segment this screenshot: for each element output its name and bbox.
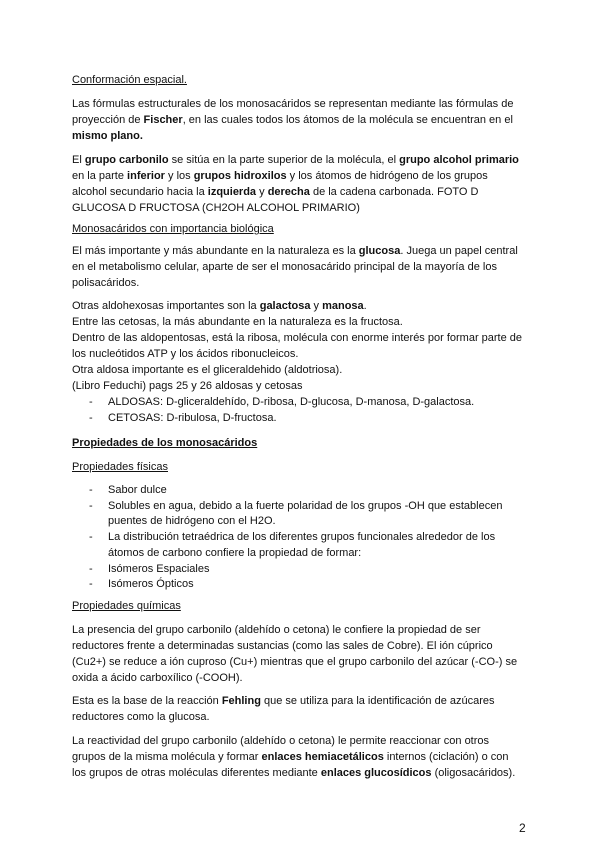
text-segment: (Libro Feduchi) pags 25 y 26 aldosas y cetosas: [72, 380, 303, 392]
text-segment: . Juega un papel central: [400, 245, 518, 257]
text-segment: El más importante y más abundante en la naturaleza es la: [72, 245, 359, 257]
bold-text: Propiedades de los monosacáridos: [72, 437, 258, 449]
list-item-line: [72, 546, 502, 562]
text-segment: CETOSAS: D-ribulosa, D-fructosa.: [108, 412, 277, 424]
text-segment: alcohol secundario hacia la: [72, 186, 208, 198]
text-segment: y: [256, 186, 268, 198]
text-line: [72, 670, 517, 686]
list-bullet: -: [89, 412, 93, 424]
text-segment: reductores frente a determinadas sustancias (como las sales de Cobre). El ión cúprico: [72, 640, 493, 652]
text-segment: en el metabolismo celular, aparte de ser el monosacárido principal de la mayoría de los: [72, 261, 497, 273]
text-segment: Solubles en agua, debido a la fuerte polaridad de los grupos -OH que establecen: [108, 499, 503, 512]
text-line: [72, 765, 515, 781]
bold-text: izquierda: [207, 186, 257, 198]
text-line: [72, 749, 515, 765]
text-segment: La reactividad del grupo carbonilo (aldehído o cetona) le permite reaccionar con otros: [72, 735, 490, 747]
section-heading-conformacion: [72, 72, 187, 88]
text-segment: que se utiliza para la identificación de azúcares: [260, 695, 495, 707]
list-item-line: [72, 394, 474, 410]
bold-text: Fischer: [143, 114, 183, 126]
text-segment: (oligosacáridos).: [431, 767, 516, 779]
text-segment: reductores como la glucosa.: [72, 711, 210, 723]
paragraph-grupo-carbonilo: [72, 152, 519, 216]
paragraph-otras-aldohexosas: [72, 298, 522, 394]
paragraph-glucosa: [72, 243, 518, 291]
text-segment: Isómeros Ópticos: [108, 578, 194, 591]
text-segment: Las fórmulas estructurales de los monosacáridos se representan mediante las fórmulas de: [72, 98, 514, 110]
list-bullet: -: [89, 499, 93, 512]
text-segment: La presencia del grupo carbonilo (aldehído o cetona) le confiere la propiedad de ser: [72, 624, 481, 636]
text-line: [72, 709, 495, 725]
list-item-line: [72, 514, 502, 530]
text-segment: , en las cuales todos los átomos de la molécula se encuentran en el: [182, 114, 513, 126]
text-segment: polisacáridos.: [72, 277, 140, 289]
list-aldosas-cetosas: [72, 394, 474, 426]
text-segment: los nucleótidos ATP y los ácidos ribonucleicos.: [72, 348, 299, 360]
subheading-propiedades-quimicas: [72, 598, 181, 614]
text-segment: La distribución tetraédrica de los diferentes grupos funcionales alrededor de los: [108, 531, 496, 544]
list-bullet: -: [89, 531, 93, 544]
text-segment: (Cu2+) se reduce a ión cuproso (Cu+) mientras que el grupo carbonilo del azúcar (-CO-) se: [72, 656, 518, 668]
text-segment: grupos de la misma molécula y formar: [72, 751, 262, 763]
text-segment: Propiedades físicas: [72, 461, 168, 473]
bold-text: mismo plano.: [72, 130, 143, 142]
text-line: [72, 275, 518, 291]
list-bullet: -: [89, 396, 93, 408]
page-number: 2: [519, 821, 526, 835]
list-item-line: [72, 410, 474, 426]
paragraph-fischer: [72, 96, 513, 144]
text-segment: Dentro de las aldopentosas, está la ribosa, molécula con enorme interés por formar parte de: [72, 332, 523, 344]
list-item-line: [72, 499, 502, 515]
paragraph-fehling: [72, 693, 495, 725]
bold-text: inferior: [127, 170, 165, 182]
section-heading-propiedades: [72, 435, 257, 451]
text-line: [72, 622, 517, 638]
text-segment: Conformación espacial.: [72, 74, 187, 86]
text-segment: en la parte: [72, 170, 128, 182]
text-segment: se sitúa en la parte superior de la molécula, el: [168, 154, 400, 166]
text-line: [72, 330, 522, 346]
text-line: [72, 112, 513, 128]
bold-text: grupo alcohol primario: [399, 154, 519, 166]
text-line: [72, 128, 513, 144]
text-segment: Esta es la base de la reacción: [72, 695, 222, 707]
bold-text: enlaces glucosídicos: [320, 767, 432, 779]
text-segment: y los: [164, 170, 194, 182]
text-line: [72, 314, 522, 330]
text-line: [72, 243, 518, 259]
text-segment: GLUCOSA D FRUCTOSA (CH2OH ALCOHOL PRIMARIO): [72, 202, 360, 214]
list-bullet: -: [89, 484, 93, 496]
text-line: [72, 598, 181, 614]
bold-text: galactosa: [259, 300, 311, 312]
text-segment: ALDOSAS: D-gliceraldehído, D-ribosa, D-glucosa, D-manosa, D-galactosa.: [108, 396, 475, 408]
bold-text: enlaces hemiacetálicos: [261, 751, 384, 763]
list-item-line: [72, 577, 502, 593]
bold-text: derecha: [267, 186, 310, 198]
text-segment: El: [72, 154, 85, 166]
text-line: [72, 72, 187, 88]
bold-text: manosa: [322, 300, 364, 312]
text-line: [72, 200, 519, 216]
text-segment: Otras aldohexosas importantes son la: [72, 300, 260, 312]
text-line: [72, 435, 257, 451]
text-line: [72, 298, 522, 314]
text-segment: átomos de carbono confiere la propiedad de formar:: [108, 546, 362, 559]
paragraph-reactividad: [72, 733, 515, 781]
text-line: [72, 259, 518, 275]
list-propiedades-fisicas: [72, 483, 502, 593]
text-line: [72, 733, 515, 749]
list-item-line: [72, 483, 502, 499]
text-segment: y: [310, 300, 323, 312]
text-line: [72, 654, 517, 670]
section-heading-monosacaridos: [72, 221, 274, 237]
bold-text: grupo carbonilo: [84, 154, 169, 166]
text-segment: puentes de hidrógeno con el H2O.: [108, 515, 276, 528]
text-line: [72, 693, 495, 709]
text-line: [72, 459, 168, 475]
subheading-propiedades-fisicas: [72, 459, 168, 475]
text-line: [72, 221, 274, 237]
text-segment: .: [363, 300, 367, 312]
text-segment: Propiedades químicas: [72, 600, 181, 612]
text-segment: y los átomos de hidrógeno de los grupos: [286, 170, 488, 182]
text-line: [72, 346, 522, 362]
list-bullet: -: [89, 578, 93, 591]
text-line: [72, 96, 513, 112]
text-line: [72, 152, 519, 168]
text-segment: oxida a ácido carboxílico (-COOH).: [72, 672, 243, 684]
text-line: [72, 378, 522, 394]
text-segment: internos (ciclación) o con: [383, 751, 509, 763]
text-segment: Sabor dulce: [108, 484, 167, 496]
text-line: [72, 638, 517, 654]
text-line: [72, 168, 519, 184]
paragraph-grupo-carbonilo-reductor: [72, 622, 517, 686]
list-bullet: -: [89, 562, 93, 575]
bold-text: grupos hidroxilos: [193, 170, 287, 182]
text-segment: los grupos de otras moléculas diferentes mediante: [72, 767, 321, 779]
text-segment: Isómeros Espaciales: [108, 562, 210, 575]
list-item-line: [72, 530, 502, 546]
text-segment: proyección de: [72, 114, 144, 126]
text-line: [72, 184, 519, 200]
text-segment: Monosacáridos con importancia biológica: [72, 223, 274, 235]
text-line: [72, 362, 522, 378]
text-segment: de la cadena carbonada. FOTO D: [309, 186, 479, 198]
bold-text: Fehling: [221, 695, 261, 707]
text-segment: Otra aldosa importante es el gliceraldehido (aldotriosa).: [72, 364, 343, 376]
bold-text: glucosa: [358, 245, 401, 257]
text-segment: Entre las cetosas, la más abundante en la naturaleza es la fructosa.: [72, 316, 403, 328]
list-item-line: [72, 562, 502, 578]
